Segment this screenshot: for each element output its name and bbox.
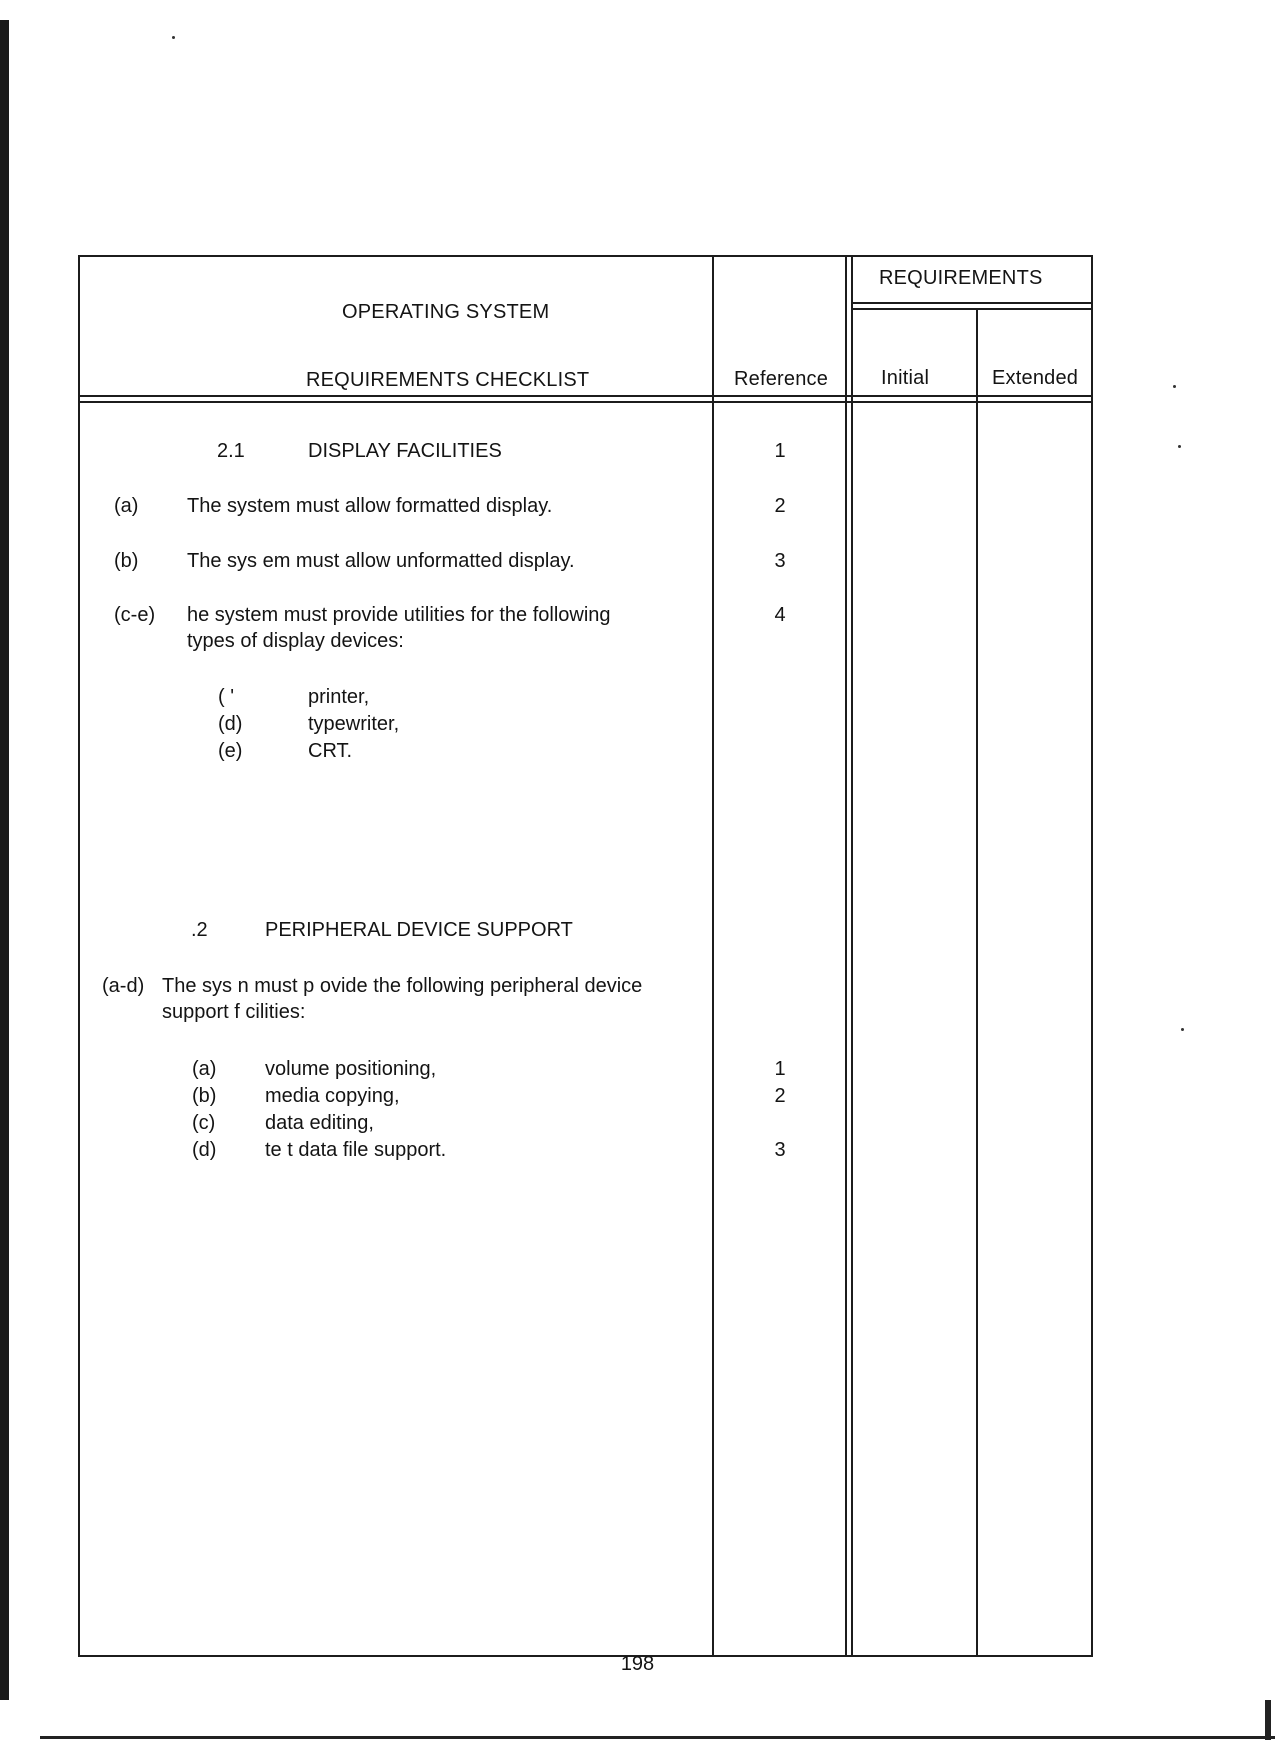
item-label: (a-d) bbox=[102, 975, 145, 997]
page-number: 198 bbox=[620, 1653, 655, 1675]
subitem-label: (d) bbox=[192, 1139, 217, 1161]
reference-value: 4 bbox=[774, 604, 786, 626]
item-label: (c-e) bbox=[114, 604, 156, 626]
scan-edge-left bbox=[0, 20, 9, 1700]
subitem-label: (c) bbox=[192, 1112, 216, 1134]
header-rule-a bbox=[80, 395, 1091, 397]
subitem-label: (e) bbox=[218, 740, 243, 762]
scan-edge-bottom bbox=[40, 1736, 1275, 1739]
subitem-label: (d) bbox=[218, 713, 243, 735]
table-title-line2: REQUIREMENTS CHECKLIST bbox=[306, 369, 590, 391]
scan-speck bbox=[172, 36, 175, 39]
requirements-rule-b bbox=[851, 308, 1091, 310]
section-number: .2 bbox=[191, 919, 208, 941]
reference-value: 1 bbox=[774, 1058, 786, 1080]
item-text: The sys em must allow unformatted display. bbox=[187, 550, 575, 572]
reference-value: 2 bbox=[774, 1085, 786, 1107]
initial-header: Initial bbox=[881, 367, 930, 389]
subitem-text: data editing, bbox=[265, 1112, 374, 1134]
requirements-rule-a bbox=[851, 302, 1091, 304]
item-text: he system must provide utilities for the following bbox=[187, 604, 611, 626]
subitem-text: printer, bbox=[308, 686, 370, 708]
subitem-label: (b) bbox=[192, 1085, 217, 1107]
item-text-continued: support f cilities: bbox=[162, 1001, 306, 1023]
column-divider-reference bbox=[712, 257, 714, 1655]
reference-value: 1 bbox=[774, 440, 786, 462]
scan-speck bbox=[1178, 445, 1181, 448]
subitem-label: ( ' bbox=[218, 686, 235, 708]
section-title: PERIPHERAL DEVICE SUPPORT bbox=[265, 919, 573, 941]
table-title-line1: OPERATING SYSTEM bbox=[342, 301, 550, 323]
item-label: (a) bbox=[114, 495, 139, 517]
item-text-continued: types of display devices: bbox=[187, 630, 404, 652]
reference-value: 2 bbox=[774, 495, 786, 517]
extended-header: Extended bbox=[992, 367, 1079, 389]
column-divider-requirements-a bbox=[845, 257, 847, 1655]
section-number: 2.1 bbox=[217, 440, 245, 462]
subitem-text: typewriter, bbox=[308, 713, 400, 735]
subitem-text: te t data file support. bbox=[265, 1139, 447, 1161]
requirements-checklist-table bbox=[78, 255, 1093, 1657]
requirements-header: REQUIREMENTS bbox=[879, 267, 1043, 289]
subitem-text: media copying, bbox=[265, 1085, 400, 1107]
subitem-text: volume positioning, bbox=[265, 1058, 437, 1080]
reference-header: Reference bbox=[734, 368, 829, 390]
item-text: The sys n must p ovide the following peripheral device bbox=[162, 975, 643, 997]
column-divider-requirements-b bbox=[851, 257, 853, 1655]
header-rule-b bbox=[80, 401, 1091, 403]
reference-value: 3 bbox=[774, 1139, 786, 1161]
section-title: DISPLAY FACILITIES bbox=[308, 440, 502, 462]
scan-speck bbox=[1181, 1028, 1184, 1031]
subitem-text: CRT. bbox=[308, 740, 353, 762]
subitem-label: (a) bbox=[192, 1058, 217, 1080]
item-text: The system must allow formatted display. bbox=[187, 495, 553, 517]
scan-edge-right bbox=[1265, 1700, 1271, 1740]
item-label: (b) bbox=[114, 550, 139, 572]
scan-speck bbox=[1173, 385, 1176, 388]
column-divider-extended bbox=[976, 309, 978, 1655]
reference-value: 3 bbox=[774, 550, 786, 572]
